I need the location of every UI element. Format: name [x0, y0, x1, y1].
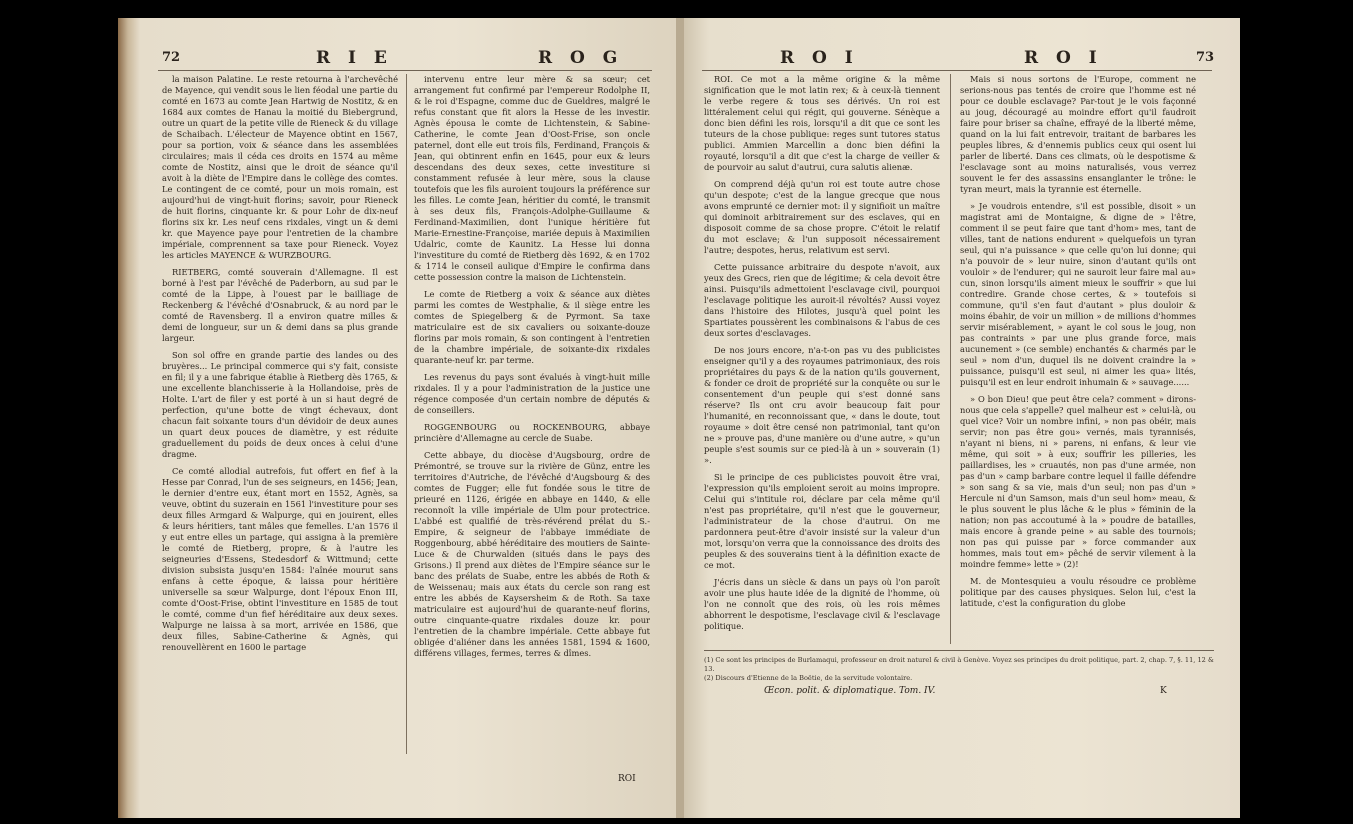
paragraph: ROI. Ce mot a la même origine & la même signification que le mot latin rex; & à ceux-là tiennent le verbe regere & tous ses dérivés. Un roi est littéralement celui qui régit, qui gouverne. Sénèque a donc bien défini les rois, lorsqu'il a dit que ce sont les tuteurs de la chose publique: reges sunt tutores status publici. Ammien Marcellin a donc bien défini la royauté, lorsqu'il a dit que c'est la charge de veiller & de pourvoir au salut d'autrui, cura salutis alienæ.	[704, 74, 940, 172]
right-running-head-left: R O I	[780, 48, 859, 68]
paragraph: RIETBERG, comté souverain d'Allemagne. Il est borné à l'est par l'évêché de Paderborn, au sud par le comté de la Lippe, à l'ouest par le bailliage de Reckenberg & l'évêché d'Osnabruck, & au nord par le comté de Ravensberg. Il a environ quatre milles & demi de longueur, sur un & demi dans sa plus grande largeur.	[162, 267, 398, 343]
paragraph: Cette puissance arbitraire du despote n'avoit, aux yeux des Grecs, rien que de légitime; & cela devoit être ainsi. Puisqu'ils admettoient l'esclavage civil, pourquoi l'esclavage politique les auroit-il révoltés? Aussi voyez dans l'histoire des Hilotes, jusqu'à quel point les Spartiates poussèrent les combinaisons & l'abus de ces deux sortes d'esclavages.	[704, 262, 940, 338]
paragraph: intervenu entre leur mère & sa sœur; cet arrangement fut confirmé par l'empereur Rodolphe II, & le roi d'Espagne, comme duc de Gueldres, malgré le refus constant que fit alors la Hesse de les investir. Agnès épousa le comte de Lichtenstein, & Sabine-Catherine, le comte Jean d'Oost-Frise, son oncle paternel, dont elle eut trois fils, Ferdinand, François & Jean, qui obtinrent enfin en 1645, pour eux & leurs descendans des deux sexes, cette investiture si constamment refusée à leur mère, sous la clause toutefois que les fils auroient toujours la préférence sur les filles. Le comte Jean, héritier du comté, le transmit à ses deux fils, François-Adolphe-Guillaume & Ferdinand-Maximilien, dont l'unique héritière fut Marie-Ernestine-Françoise, mariée depuis à Maximilien Udalric, comte de Kaunitz. La Hesse lui donna l'investiture du comté de Rietberg dès 1692, & en 1702 & 1714 le conseil aulique d'Empire le confirma dans cette possession contre la maison de Lichtenstein.	[414, 74, 650, 282]
paragraph: M. de Montesquieu a voulu résoudre ce problème politique par des causes physiques. Selon lui, c'est la latitude, c'est la configuration du globe	[960, 576, 1196, 608]
left-header-rule	[158, 70, 652, 71]
paragraph: Mais si nous sortons de l'Europe, comment ne serions-nous pas tentés de croire que l'homme est né pour ce double esclavage? Par-tout je le vois façonné au joug, découragé au moindre effort qu'il faudroit faire pour briser sa chaîne, effrayé de la liberté même, quand on la lui fait entrevoir, traitant de barbares les peuples libres, & d'ennemis publics ceux qui osent lui parler de liberté. Dans ces climats, où le despotisme & l'esclavage sont au moins naturalisés, vous verrez souvent le fer des assassins ensanglanter le trône: le tyran meurt, mais la tyrannie est éternelle.	[960, 74, 1196, 194]
left-page	[118, 18, 676, 818]
left-column-divider	[406, 74, 407, 754]
right-running-head-right: R O I	[1024, 48, 1103, 68]
paragraph: » Je voudrois entendre, s'il est possible, disoit » un magistrat ami de Montaigne, & digne de » l'être, comment il se peut faire que tant d'hom» mes, tant de villes, tant de nations endurent » quelquefois un tyran seul, qui n'a puissance » que celle qu'on lui donne; qui n'a pouvoir de » leur nuire, sinon d'autant qu'ils ont vouloir » de l'endurer; qui ne sauroit leur faire mal au» cun, sinon lorsqu'ils aiment mieux le souffrir » que lui contredire. Grande chose certes, & » toutefois si commune, qu'il s'en faut d'autant » plus douloir & moins ébahir, de voir un million » de millions d'hommes servir misérablement, » ayant le col sous le joug, non pas contraints » par une plus grande force, mais aucunement » (ce semble) enchantés & charmés par le seul » nom d'un, duquel ils ne doivent craindre la » puissance, puisqu'il est seul, ni aimer les qua» lités, puisqu'il est en leur endroit inhumain & » sauvage......	[960, 201, 1196, 387]
left-running-head-left: R I E	[316, 48, 393, 68]
right-page	[684, 18, 1240, 818]
footnote-rule	[704, 650, 1214, 651]
left-running-head-right: R O G	[538, 48, 624, 68]
book-spread	[118, 18, 1240, 818]
right-column-divider	[950, 74, 951, 644]
left-column-2	[414, 74, 650, 764]
paragraph: Ce comté allodial autrefois, fut offert en fief à la Hesse par Conrad, l'un de ses seigneurs, en 1456; Jean, le dernier d'entre eux, étant mort en 1552, Agnès, sa veuve, obtint du suzerain en 1561 l'investiture pour ses deux filles Armgard & Walpurge, qui en jouirent, elles & leurs héritiers, tant mâles que femelles. L'an 1576 il y eut entre elles un partage, qui assigna à la première le comté de Rietberg, propre, & à l'autre les seigneuries d'Essens, Stedesdorf & Wittmund; cette division subsista jusqu'en 1584: l'aînée mourut sans enfans à cette époque, & laissa pour héritière universelle sa sœur Walpurge, dont l'époux Enon III, comte d'Oost-Frise, obtint l'investiture en 1585 de tout le comté, comme d'un fief héréditaire aux deux sexes. Walpurge ne laissa à sa mort, arrivée en 1586, que deux filles, Sabine-Catherine & Agnès, qui renouvellèrent en 1600 le partage	[162, 466, 398, 652]
signature-line: Œcon. polit. & diplomatique. Tom. IV.	[764, 686, 936, 696]
signature-mark: K	[1160, 686, 1167, 696]
paragraph: Le comte de Rietberg a voix & séance aux diètes parmi les comtes de Westphalie, & il siège entre les comtes de Spiegelberg & de Pyrmont. Sa taxe matriculaire est de six cavaliers ou soixante-douze florins par mois romain, & son contingent à l'entretien de la chambre impériale, de soixante-dix rixdales quarante-neuf kr. par terme.	[414, 289, 650, 365]
paragraph: J'écris dans un siècle & dans un pays où l'on paroît avoir une plus haute idée de la dignité de l'homme, où l'on ne connoît que des rois, où les rois mêmes abhorrent le despotisme, l'esclavage civil & l'esclavage politique.	[704, 577, 940, 631]
left-column-1	[162, 74, 398, 764]
paragraph: On comprend déjà qu'un roi est toute autre chose qu'un despote; c'est de la langue grecque que nous avons emprunté ce dernier mot: il y signifioit un maître qui dominoit arbitrairement sur des esclaves, qui en disposoit comme de sa chose propre. C'étoit le relatif du mot esclave; & l'un supposoit nécessairement l'autre; despotes, herus, relativum est servi.	[704, 179, 940, 255]
right-header-rule	[702, 70, 1212, 71]
footnote: (1) Ce sont les principes de Burlamaqui, professeur en droit naturel & civil à Genève. Voyez ses principes du droit politique, part. 2, chap. 7, §. 11, 12 & 13.	[704, 656, 1214, 673]
paragraph: ROGGENBOURG ou ROCKENBOURG, abbaye princière d'Allemagne au cercle de Suabe.	[414, 422, 650, 443]
paragraph: Les revenus du pays sont évalués à vingt-huit mille rixdales. Il y a pour l'administration de la justice une régence composée d'un certain nombre de députés & de conseillers.	[414, 372, 650, 415]
right-column-2	[960, 74, 1196, 644]
right-column-1	[704, 74, 940, 644]
footnote: (2) Discours d'Etienne de la Boëtie, de la servitude volontaire.	[704, 674, 913, 682]
right-page-number: 73	[1196, 50, 1215, 65]
paragraph: Si le principe de ces publicistes pouvoit être vrai, l'expression qu'ils emploient seroit au moins impropre. Celui qui s'intitule roi, déclare par cela même qu'il n'est pas propriétaire, qu'il n'est que le gouverneur, l'administrateur de la chose d'autrui. On me pardonnera peut-être d'avoir insisté sur la valeur d'un mot, lorsqu'on verra que la connoissance des droits des peuples & des souverains tient à la définition exacte de ce mot.	[704, 472, 940, 570]
book-gutter	[676, 18, 684, 818]
left-page-number: 72	[162, 50, 181, 65]
paragraph: » O bon Dieu! que peut être cela? comment » dirons-nous que cela s'appelle? quel malheur est » celui-là, ou quel vice? Voir un nombre infini, » non pas obéir, mais servir; non pas être gou» vernés, mais tyrannisés, n'ayant ni biens, ni » parens, ni enfans, & leur vie même, qui soit » à eux; souffrir les pilleries, les paillardises, les » cruautés, non pas d'une armée, non pas d'un » camp barbare contre lequel il faille défendre » son sang & sa vie, mais d'un seul; non pas d'un » Hercule ni d'un Samson, mais d'un seul hom» meau, & le plus souvent le plus lâche & le plus » féminin de la nation; non pas accoutumé à la » poudre de batailles, mais encore à grande peine » au sable des tournois; non pas qui puisse par » force commander aux hommes, mais tout em» pêché de servir vilement à la moindre femme» lette » (2)!	[960, 394, 1196, 569]
paragraph: la maison Palatine. Le reste retourna à l'archevêché de Mayence, qui vendit sous le lien féodal une partie du comté en 1673 au comte Jean Hartwig de Nostitz, & en 1684 aux comtes de Hanau la moitié du Biebergrund, outre un quart de la petite ville de Rieneck & du village de Schaibach. L'électeur de Mayence obtint en 1567, pour sa portion, voix & séance dans les assemblées circulaires; mais il céda ces droits en 1574 au même comte de Nostitz, ainsi que le droit de séance qu'il avoit à la diète de l'Empire dans le collège des comtes. Le contingent de ce comté, pour un mois romain, est aujourd'hui de vingt-huit florins; savoir, pour Rieneck de huit florins, cinquante kr. & pour Lohr de dix-neuf florins six kr. Les neuf cens rixdales, vingt un & demi kr. que Mayence paye pour l'entretien de la chambre impériale, comprennent sa taxe pour Rieneck. Voyez les articles MAYENCE & WURZBOURG.	[162, 74, 398, 260]
catchword: ROI	[618, 774, 636, 784]
footnotes	[704, 656, 1214, 683]
paragraph: Son sol offre en grande partie des landes ou des bruyères... Le principal commerce qui s'y fait, consiste en fil; il y a une fabrique établie à Rietberg dès 1765, & une excellente blanchisserie à la Hollandoise, près de Holte. L'art de filer y est porté à un si haut degré de perfection, qu'une botte de vingt échevaux, dont chacun fait soixante tours d'un dévidoir de deux aunes un quart deux pouces de diamètre, y est réduite graduellement du poids de deux onces à celui d'une dragme.	[162, 350, 398, 459]
paragraph: Cette abbaye, du diocèse d'Augsbourg, ordre de Prémontré, se trouve sur la rivière de Günz, entre les territoires d'Autriche, de l'évêché d'Augsbourg & des comtes de Fugger; elle fut fondée sous le titre de prieuré en 1126, érigée en abbaye en 1440, & elle reconnoît la ville impériale de Ulm pour protectrice. L'abbé est qualifié de très-révérend prélat du S.-Empire, & seigneur de l'abbaye immédiate de Roggenbourg, abbé héréditaire des moutiers de Sainte-Luce & de Churwalden (situés dans le pays des Grisons.) Il prend aux diètes de l'Empire séance sur le banc des prélats de Suabe, entre les abbés de Roth & de Weissenau; mais aux états du cercle son rang est entre les abbés de Kaysersheim & de Roth. Sa taxe matriculaire est aujourd'hui de quarante-neuf florins, outre cinquante-quatre rixdales douze kr. pour l'entretien de la chambre impériale. Cette abbaye fut obligée d'aliéner dans les années 1581, 1594 & 1600, différens villages, fermes, terres & dîmes.	[414, 450, 650, 658]
paragraph: De nos jours encore, n'a-t-on pas vu des publicistes enseigner qu'il y a des royaumes patrimoniaux, des rois propriétaires du pays & de la nation qu'ils gouvernent, & fonder ce droit de propriété sur la conquête ou sur le consentement d'un peuple qui s'est donné sans réserve? Ils ont cru avoir beaucoup fait pour l'humanité, en reconnoissant que, « dans le doute, tout royaume » doit être censé non patrimonial, tant qu'on ne » prouve pas, d'une manière ou d'une autre, » qu'un peuple s'est soumis sur ce pied-là à un » souverain (1) ».	[704, 345, 940, 465]
